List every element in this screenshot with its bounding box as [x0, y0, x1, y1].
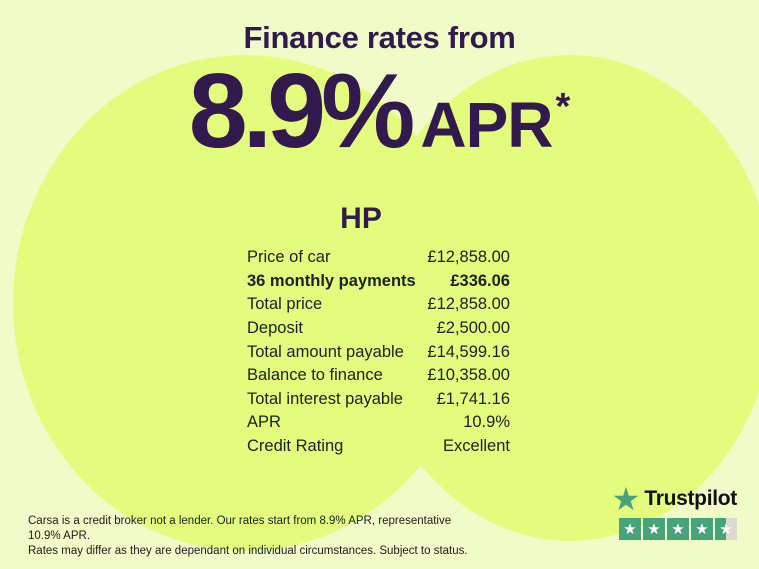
rating-star-5: ★: [715, 518, 737, 540]
row-label: Total price: [247, 295, 323, 314]
finance-type-heading: HP: [340, 202, 382, 235]
table-row: [247, 293, 510, 317]
row-label: Total amount payable: [247, 342, 404, 361]
trustpilot-brand: Trustpilot: [644, 487, 737, 510]
row-label: Credit Rating: [247, 437, 344, 456]
row-label: Deposit: [247, 319, 303, 338]
disclaimer-line-1: Carsa is a credit broker not a lender. Our rates start from 8.9% APR, representative 10.9% APR.: [28, 515, 452, 542]
row-label: Balance to finance: [247, 366, 383, 385]
finance-table: [247, 246, 510, 458]
row-value: 10.9%: [463, 413, 510, 432]
table-row: [247, 435, 510, 459]
trustpilot-logo: [611, 481, 737, 517]
headline-rate: [0, 52, 759, 170]
table-row: [247, 364, 510, 388]
rate-value: 8.9%: [188, 52, 411, 170]
row-value: £14,599.16: [427, 342, 510, 361]
row-value: £336.06: [450, 271, 510, 290]
promo-title: Finance rates from: [243, 20, 516, 55]
row-value: £1,741.16: [436, 389, 510, 408]
table-row: [247, 317, 510, 341]
row-value: £12,858.00: [427, 248, 510, 267]
footnote-asterisk: *: [555, 86, 571, 128]
trustpilot-widget[interactable]: [611, 481, 737, 540]
row-value: £10,358.00: [427, 366, 510, 385]
rating-star-1: ★: [619, 518, 641, 540]
rating-star-2: ★: [643, 518, 665, 540]
row-value: £2,500.00: [436, 319, 510, 338]
row-label: Total interest payable: [247, 389, 403, 408]
rate-suffix: APR: [420, 89, 553, 161]
trustpilot-rating-stars: [619, 518, 737, 540]
disclaimer-line-2: Rates may differ as they are dependant on individual circumstances. Subject to status.: [28, 545, 468, 557]
row-value: £12,858.00: [427, 295, 510, 314]
row-value: Excellent: [443, 437, 510, 456]
row-label: Price of car: [247, 248, 331, 267]
row-label: APR: [247, 413, 281, 432]
disclaimer-text: [28, 514, 478, 559]
row-label: 36 monthly payments: [247, 271, 416, 290]
table-row: [247, 246, 510, 270]
table-row: [247, 340, 510, 364]
trustpilot-star-icon: ★: [611, 481, 641, 517]
table-row: [247, 270, 510, 294]
rating-star-3: ★: [667, 518, 689, 540]
table-row: [247, 411, 510, 435]
rating-star-4: ★: [691, 518, 713, 540]
table-row: [247, 388, 510, 412]
